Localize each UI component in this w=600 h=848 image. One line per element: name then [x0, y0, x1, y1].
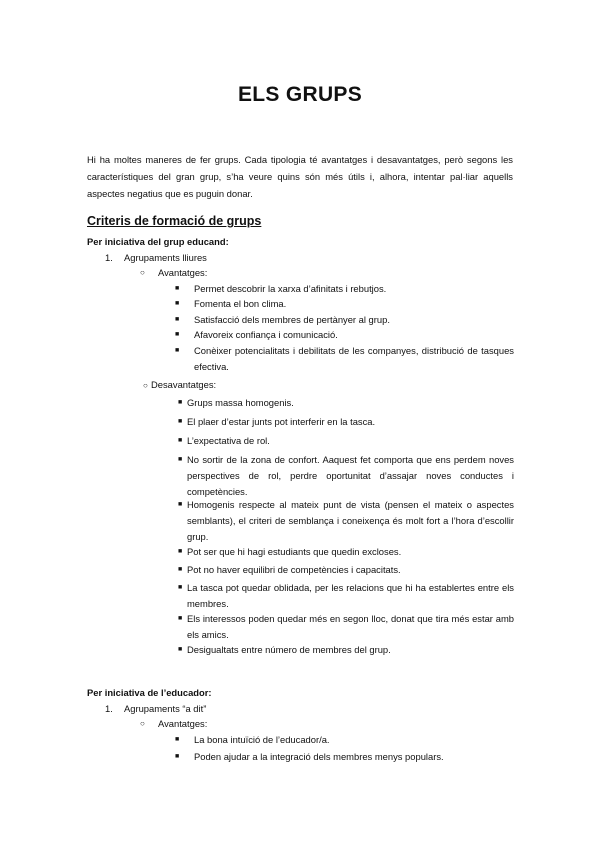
group1-label: Per iniciativa del grup educand: — [87, 236, 229, 247]
square-bullet-icon: ■ — [178, 437, 183, 444]
circle-bullet-icon: ○ — [140, 268, 145, 277]
square-bullet-icon: ■ — [175, 347, 180, 354]
circle-bullet-icon: ○ — [143, 381, 148, 390]
list-item: La tasca pot quedar oblidada, per les relacions que hi ha establertes entre els membres. — [187, 582, 514, 609]
list-item: Permet descobrir la xarxa d’afinitats i rebutjos. — [194, 283, 387, 294]
list-item: Pot ser que hi hagi estudiants que quedin excloses. — [187, 546, 402, 557]
square-bullet-icon: ■ — [178, 418, 183, 425]
group1-list-title: Agrupaments lliures — [124, 252, 207, 263]
list-item: Fomenta el bon clima. — [194, 298, 287, 309]
list-item: Els interessos poden quedar més en segon lloc, donat que tira més estar amb els amics. — [187, 613, 514, 640]
list-item: No sortir de la zona de confort. Aaquest fet comporta que ens perdem noves perspectives de rol, perdre oportunitat d’assajar noves conductes i competències. — [187, 454, 514, 497]
group1-desavantatges-title: Desavantatges: — [151, 379, 217, 390]
list-item: L’expectativa de rol. — [187, 435, 270, 446]
list-item: Conèixer potencialitats i debilitats de les companyes, distribució de tasques efectiva. — [194, 345, 514, 372]
list-item: Homogenis respecte al mateix punt de vista (pensen el mateix o aspectes semblants), el criteri de semblança i coneixença és molt fort a l’hora d’escollir grup. — [187, 499, 514, 542]
list-item: Satisfacció dels membres de pertànyer al grup. — [194, 314, 390, 325]
section-heading: Criteris de formació de grups — [87, 214, 262, 228]
group1-list-number: 1. — [105, 252, 113, 263]
square-bullet-icon: ■ — [175, 331, 180, 338]
group1-avantatges-title: Avantatges: — [158, 267, 208, 278]
square-bullet-icon: ■ — [178, 584, 183, 591]
square-bullet-icon: ■ — [175, 316, 180, 323]
group2-list-title: Agrupaments “a dit” — [124, 703, 207, 714]
list-item: Pot no haver equilibri de competències i capacitats. — [187, 564, 401, 575]
list-item: Afavoreix confiança i comunicació. — [194, 329, 338, 340]
intro-paragraph: Hi ha moltes maneres de fer grups. Cada tipologia té avantatges i desavantatges, però segons les característiques del gran grup, s’ha veure quins són més útils i, alhora, intentar pal·liar aquells aspectes negatius que es puguin donar. — [87, 154, 513, 199]
square-bullet-icon: ■ — [175, 753, 180, 760]
square-bullet-icon: ■ — [175, 300, 180, 307]
square-bullet-icon: ■ — [178, 615, 183, 622]
group2-avantatges-title: Avantatges: — [158, 718, 208, 729]
square-bullet-icon: ■ — [175, 736, 180, 743]
list-item: Grups massa homogenis. — [187, 397, 294, 408]
list-item: Poden ajudar a la integració dels membres menys populars. — [194, 751, 444, 762]
circle-bullet-icon: ○ — [140, 719, 145, 728]
square-bullet-icon: ■ — [178, 456, 183, 463]
list-item: La bona intuïció de l’educador/a. — [194, 734, 330, 745]
group2-list-number: 1. — [105, 703, 113, 714]
square-bullet-icon: ■ — [178, 399, 183, 406]
square-bullet-icon: ■ — [178, 646, 183, 653]
square-bullet-icon: ■ — [178, 548, 183, 555]
list-item: Desigualtats entre número de membres del grup. — [187, 644, 391, 655]
square-bullet-icon: ■ — [178, 501, 183, 508]
square-bullet-icon: ■ — [178, 566, 183, 573]
list-item: El plaer d’estar junts pot interferir en la tasca. — [187, 416, 376, 427]
square-bullet-icon: ■ — [175, 285, 180, 292]
group2-label: Per iniciativa de l’educador: — [87, 687, 212, 698]
page-title: ELS GRUPS — [237, 83, 363, 106]
